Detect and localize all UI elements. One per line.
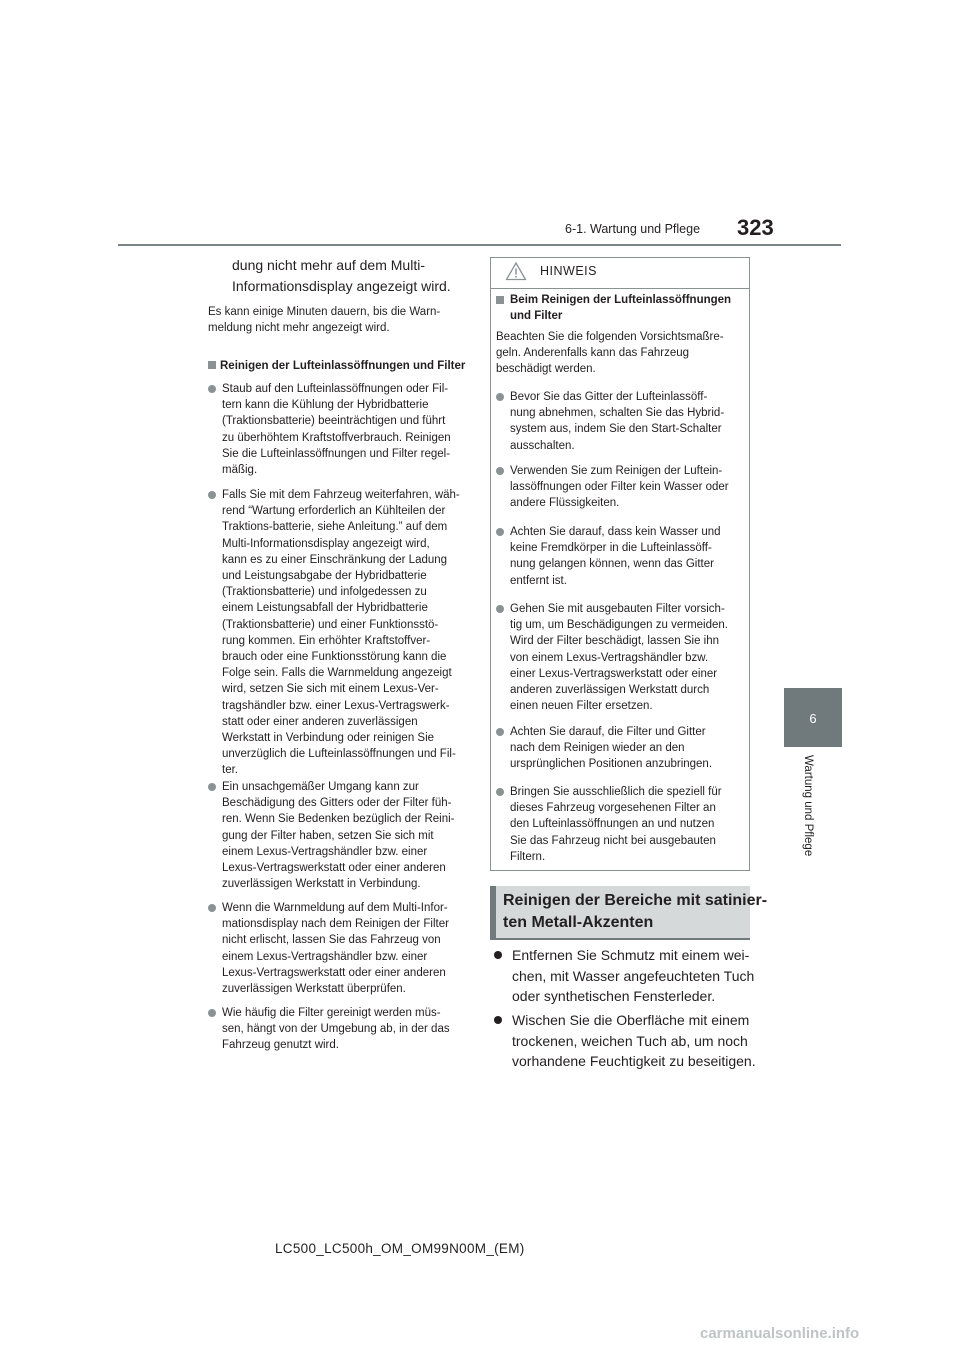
bullet-dot-icon xyxy=(208,783,216,791)
square-marker-icon xyxy=(208,361,216,369)
list-item-text: Wischen Sie die Oberfläche mit einem trockenen, weichen Tuch ab, um noch vorhandene Feuchtigkeit zu beseitigen. xyxy=(512,1012,756,1069)
bullet-dot-icon xyxy=(496,393,504,401)
notice-list-item-text: Gehen Sie mit ausgebauten Filter vorsich- tig um, um Beschädigungen zu vermeiden. Wird der Filter beschädigt, lassen Sie ihn von einem Lexus-Vertragshändler bzw. einer Lexus-Vertragswerkstatt oder einer anderen zuverlässigen Werkstatt durch einen neuen Filter ersetzen. xyxy=(510,603,728,713)
document-code: LC500_LC500h_OM_OM99N00M_(EM) xyxy=(275,1241,525,1256)
list-item-text: Wie häufig die Filter gereinigt werden müs- sen, hängt von der Umgebung ab, in der das Fahrzeug genutzt wird. xyxy=(222,1007,450,1052)
bullet-dot-icon xyxy=(496,467,504,475)
chapter-number: 6 xyxy=(809,711,817,726)
list-item-text: Entfernen Sie Schmutz mit einem wei- chen, mit Wasser angefeuchteten Tuch oder synthetischen Fensterleder. xyxy=(512,947,755,1004)
page-number: 323 xyxy=(737,215,774,240)
bullet-dot-icon xyxy=(496,528,504,536)
notice-intro: Beachten Sie die folgenden Vorsichtsmaßre- geln. Anderenfalls kann das Fahrzeug beschädigt werden. xyxy=(496,331,724,376)
notice-list-item-text: Bevor Sie das Gitter der Lufteinlassöff- nung abnehmen, schalten Sie das Hybrid- system aus, indem Sie den Start-Schalter ausschalten. xyxy=(510,391,725,452)
list-item-text: Falls Sie mit dem Fahrzeug weiterfahren, wäh- rend “Wartung erforderlich an Kühlteilen der Traktions-batterie, siehe Anleitung.” auf dem Multi-Informationsdisplay angezeigt wird, kann es zu einer Einschränkung der Ladung und Leistungsabgabe der Hybridbatterie (Traktionsbatterie) und infolgedessen zu einem Leistungsabfall der Hybridbatterie (Traktionsbatterie) und einer Funktionsstö- rung kommen. Ein erhöhter Kraftstoffver- brauch oder eine Funktionsstörung kann die Folge sein. Falls die Warnmeldung angezeigt wird, setzen Sie sich mit einem Lexus-Ver- tragshändler bzw. einer Lexus-Vertragswerk- statt oder einer anderen zuverlässigen Werkstatt in Verbindung oder reinigen Sie unverzüglich die Lufteinlassöffnungen und Fil- ter. xyxy=(222,489,460,777)
subsection-heading-rule xyxy=(490,938,750,940)
notice-title: HINWEIS xyxy=(540,264,597,278)
header-divider xyxy=(118,244,841,246)
bullet-dot-icon xyxy=(496,728,504,736)
chapter-label: Wartung und Pflege xyxy=(802,755,814,857)
notice-divider xyxy=(490,288,750,289)
bullet-dot-icon xyxy=(494,951,502,959)
bullet-dot-icon xyxy=(208,904,216,912)
bullet-dot-icon xyxy=(208,385,216,393)
subsection-heading-accent xyxy=(490,886,496,938)
bullet-dot-icon xyxy=(208,1009,216,1017)
bullet-dot-icon xyxy=(208,491,216,499)
list-item-text: Ein unsachgemäßer Umgang kann zur Beschädigung des Gitters oder der Filter füh- ren. Wenn Sie Bedenken bezüglich der Reini- gung der Filter haben, setzen Sie sich mit einem Lexus-Vertragshändler bzw. einer Lexus-Vertragswerkstatt oder einer anderen zuverlässigen Werkstatt in Verbindung. xyxy=(222,781,455,891)
header-section-title: 6-1. Wartung und Pflege xyxy=(565,222,701,236)
notice-list-item-text: Bringen Sie ausschließlich die speziell für dieses Fahrzeug vorgesehenen Filter an den Lufteinlassöffnungen an und nutzen Sie das Fahrzeug nicht bei ausgebauten Filtern. xyxy=(510,786,722,863)
section-heading-text: Reinigen der Lufteinlassöffnungen und Filter xyxy=(220,360,466,372)
section-heading-air-intake xyxy=(208,358,474,374)
notice-list-item-text: Achten Sie darauf, die Filter und Gitter nach dem Reinigen wieder an den ursprünglichen Positionen anzubringen. xyxy=(510,726,713,771)
bullet-dot-icon xyxy=(494,1016,502,1024)
list-item-text: Wenn die Warnmeldung auf dem Multi-Infor- mationsdisplay nach dem Reinigen der Filter nicht erlischt, lassen Sie das Fahrzeug von einem Lexus-Vertragshändler bzw. einer Lexus-Vertragswerkstatt oder einer anderen zuverlässigen Werkstatt überprüfen. xyxy=(222,902,449,996)
bullet-dot-icon xyxy=(496,788,504,796)
bullet-dot-icon xyxy=(496,605,504,613)
notice-list-item-text: Verwenden Sie zum Reinigen der Luftein- lassöffnungen oder Filter kein Wasser oder andere Flüssigkeiten. xyxy=(510,465,729,510)
notice-heading-text: Beim Reinigen der Lufteinlassöffnungen und Filter xyxy=(510,294,732,322)
square-marker-icon xyxy=(496,296,504,304)
subsection-heading: Reinigen der Bereiche mit satinier- ten Metall-Akzenten xyxy=(503,892,768,931)
info-note: Es kann einige Minuten dauern, bis die Warn- meldung nicht mehr angezeigt wird. xyxy=(208,306,441,334)
warning-triangle-icon xyxy=(505,261,527,286)
list-item-text: Staub auf den Lufteinlassöffnungen oder Fil- tern kann die Kühlung der Hybridbatterie (Traktionsbatterie) beeinträchtigen und führt zu überhöhtem Kraftstoffverbrauch. Reinigen Sie die Lufteinlassöffnungen und Filter regel- mäßig. xyxy=(222,383,451,477)
notice-list-item-text: Achten Sie darauf, dass kein Wasser und keine Fremdkörper in die Lufteinlassöff- nung gelangen können, wenn das Gitter entfernt ist. xyxy=(510,526,721,587)
watermark: carmanualsonline.info xyxy=(700,1325,860,1342)
continuation-text: dung nicht mehr auf dem Multi- Informationsdisplay angezeigt wird. xyxy=(232,257,451,294)
